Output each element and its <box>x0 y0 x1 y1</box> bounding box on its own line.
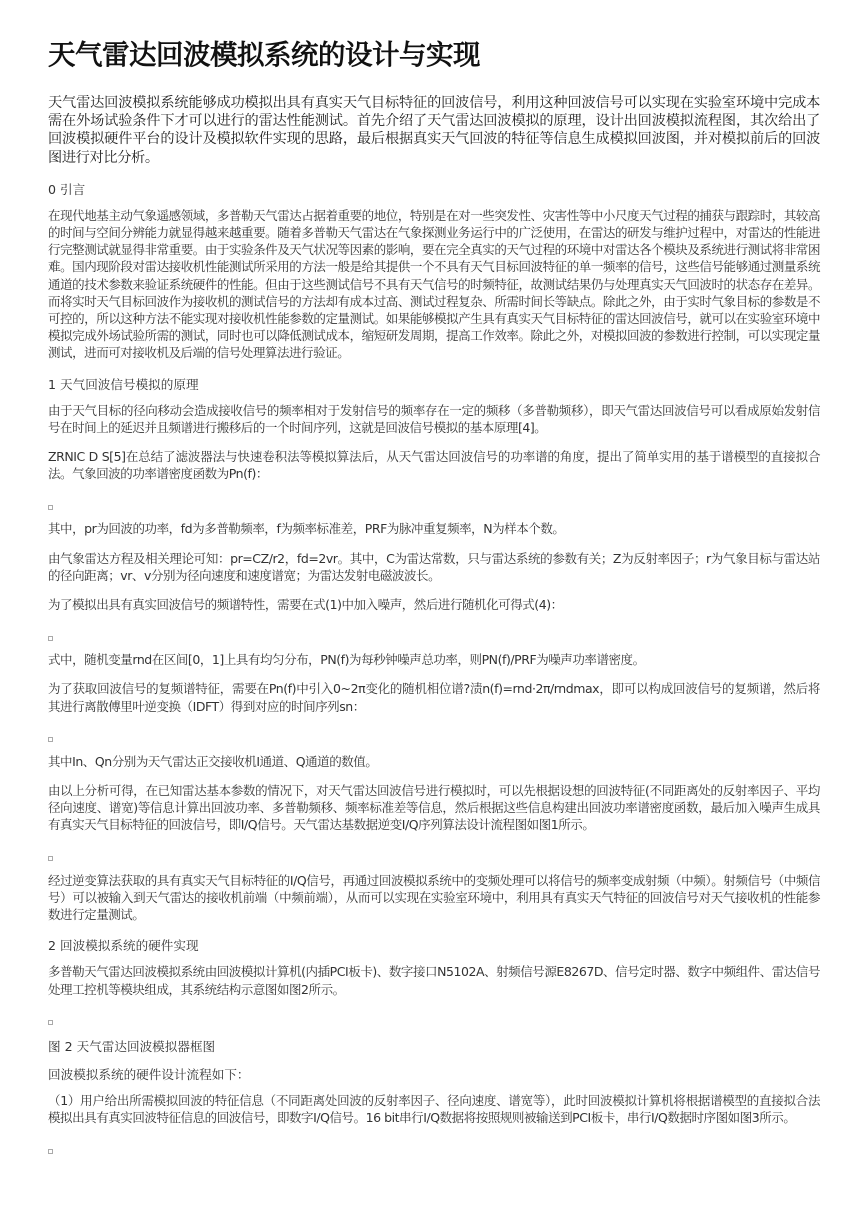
principle-paragraph-1: 由于天气目标的径向移动会造成接收信号的频率相对于发射信号的频率存在一定的频移（多普勒频移），即天气雷达回波信号可以看成原始发射信号在时间上的延迟并且频谱进行搬移后的一个时间序列，这就是回波信号模拟的基本原理[4]。 <box>48 402 820 435</box>
hardware-paragraph-1: 多普勒天气雷达回波模拟系统由回波模拟计算机(内插PCI板卡)、数字接口N5102A、射频信号源E8267D、信号定时器、数字中频组件、雷达信号处理工控机等模块组成，其系统结构示意图如图2所示。 <box>48 964 820 997</box>
principle-paragraph-3: 其中，pr为回波的功率，fd为多普勒频率，f为频率标准差，PRF为脉冲重复频率，N为样本个数。 <box>48 521 565 537</box>
figure-image-placeholder <box>48 846 820 872</box>
figure-image-placeholder <box>48 1010 820 1036</box>
formula-image-placeholder <box>48 727 820 753</box>
figure-image-placeholder <box>48 1138 820 1164</box>
hardware-paragraph-3: （1）用户给出所需模拟回波的特征信息（不同距离处回波的反射率因子、径向速度、谱宽等），此时回波模拟计算机将根据谱模型的直接拟合法模拟出具有真实回波特征信息的回波信号，即数字I/Q信号。16 bit串行I/Q数据将按照规则被输送到PCI板卡，串行I/Q数据时序图如图3所示。 <box>48 1092 820 1125</box>
section-heading-principle: 1 天气回波信号模拟的原理 <box>48 376 199 392</box>
section-heading-hardware: 2 回波模拟系统的硬件实现 <box>48 938 199 954</box>
page-title: 天气雷达回波模拟系统的设计与实现 <box>48 39 480 71</box>
broken-image-icon <box>48 856 53 861</box>
broken-image-icon <box>48 737 53 742</box>
principle-paragraph-9: 由以上分析可得，在已知雷达基本参数的情况下，对天气雷达回波信号进行模拟时，可以先根据设想的回波特征(不同距离处的反射率因子、平均径向速度、谱宽)等信息计算出回波功率、多普勒频移、频率标准差等信息，然后根据这些信息构建出回波功率谱密度函数，最后加入噪声生成具有真实天气目标特征的回波信号，即I/Q信号。天气雷达基数据逆变I/Q序列算法设计流程图如图1所示。 <box>48 783 820 833</box>
principle-paragraph-10: 经过逆变算法获取的具有真实天气目标特征的I/Q信号，再通过回波模拟系统中的变频处理可以将信号的频率变成射频（中频）。射频信号（中频信号）可以被输入到天气雷达的接收机前端（中频前端），从而可以实现在实验室环境中，利用具有真实天气特征的回波信号对天气接收机的性能参数进行定量测试。 <box>48 872 820 923</box>
section-heading-intro: 0 引言 <box>48 181 86 197</box>
broken-image-icon <box>48 1149 53 1154</box>
principle-paragraph-5: 为了模拟出具有真实回波信号的频谱特性，需要在式(1)中加入噪声，然后进行随机化可得式(4)： <box>48 597 563 613</box>
formula-image-placeholder <box>48 625 820 651</box>
principle-paragraph-2: ZRNIC D S[5]在总结了滤波器法与快速卷积法等模拟算法后，从天气雷达回波信号的功率谱的角度，提出了简单实用的基于谱模型的直接拟合法。气象回波的功率谱密度函数为Pn(f)： <box>48 449 820 482</box>
formula-image-placeholder <box>48 494 820 520</box>
hardware-flow-intro: 回波模拟系统的硬件设计流程如下： <box>48 1066 250 1082</box>
broken-image-icon <box>48 636 53 641</box>
principle-paragraph-7: 为了获取回波信号的复频谱特征，需要在Pn(f)中引入0~2π变化的随机相位谱?渍n(f)=rnd·2π/rndmax，即可以构成回波信号的复频谱，然后将其进行离散傅里叶逆变换（IDFT）得到对应的时间序列sn： <box>48 681 820 714</box>
intro-paragraph: 在现代地基主动气象遥感领域，多普勒天气雷达占据着重要的地位，特别是在对一些突发性、灾害性等中小尺度天气过程的捕获与跟踪时，其较高的时间与空间分辨能力就显得越来越重要。随着多普勒天气雷达在气象探测业务运行中的广泛使用，在雷达的研发与维护过程中，对雷达的性能进行完整测试就显得非常重要。由于实验条件及天气状况等因素的影响，要在完全真实的天气过程的环境中对雷达各个模块及系统进行测试将非常困难。国内现阶段对雷达接收机性能测试所采用的方法一般是给其提供一个不具有天气目标回波特征的单一频率的信号，这些信号能够通过测量系统通道的技术参数来验证系统硬件的性能。但由于这些测试信号不具有天气信号的时频特征，故测试结果仍与处理真实天气回波时的状态存在差异。而将实时天气目标回波作为接收机的测试信号的方法却有成本过高、测试过程复杂、所需时间长等缺点。除此之外，由于实时气象目标的参数是不可控的，所以这种方法不能实现对接收机性能参数的定量测试。如果能够模拟产生具有真实天气目标特征的雷达回波信号，就可以在实验室环境中模拟完成外场试验所需的测试，同时也可以降低测试成本，缩短研发周期，提高工作效率。除此之外，对模拟回波的参数进行控制，可以实现定量测试，进而可对接收机及后端的信号处理算法进行验证。 <box>48 207 820 361</box>
figure-caption: 图 2 天气雷达回波模拟器框图 <box>48 1038 216 1054</box>
principle-paragraph-6: 式中，随机变量rnd在区间[0，1]上具有均匀分布，PN(f)为每秒钟噪声总功率，则PN(f)/PRF为噪声功率谱密度。 <box>48 652 645 668</box>
broken-image-icon <box>48 505 53 510</box>
principle-paragraph-4: 由气象雷达方程及相关理论可知：pr=CZ/r2，fd=2vr。其中，C为雷达常数，只与雷达系统的参数有关；Z为反射率因子；r为气象目标与雷达站的径向距离；vr、v分别为径向速度和速度谱宽；为雷达发射电磁波波长。 <box>48 550 820 583</box>
broken-image-icon <box>48 1020 53 1025</box>
principle-paragraph-8: 其中In、Qn分别为天气雷达正交接收机I通道、Q通道的数值。 <box>48 753 378 769</box>
abstract-paragraph: 天气雷达回波模拟系统能够成功模拟出具有真实天气目标特征的回波信号，利用这种回波信号可以实现在实验室环境中完成本需在外场试验条件下才可以进行的雷达性能测试。首先介绍了天气雷达回波模拟的原理，设计出回波模拟流程图，其次给出了回波模拟硬件平台的设计及模拟软件实现的思路，最后根据真实天气回波的特征等信息生成模拟回波图，并对模拟前后的回波图进行对比分析。 <box>48 95 820 166</box>
